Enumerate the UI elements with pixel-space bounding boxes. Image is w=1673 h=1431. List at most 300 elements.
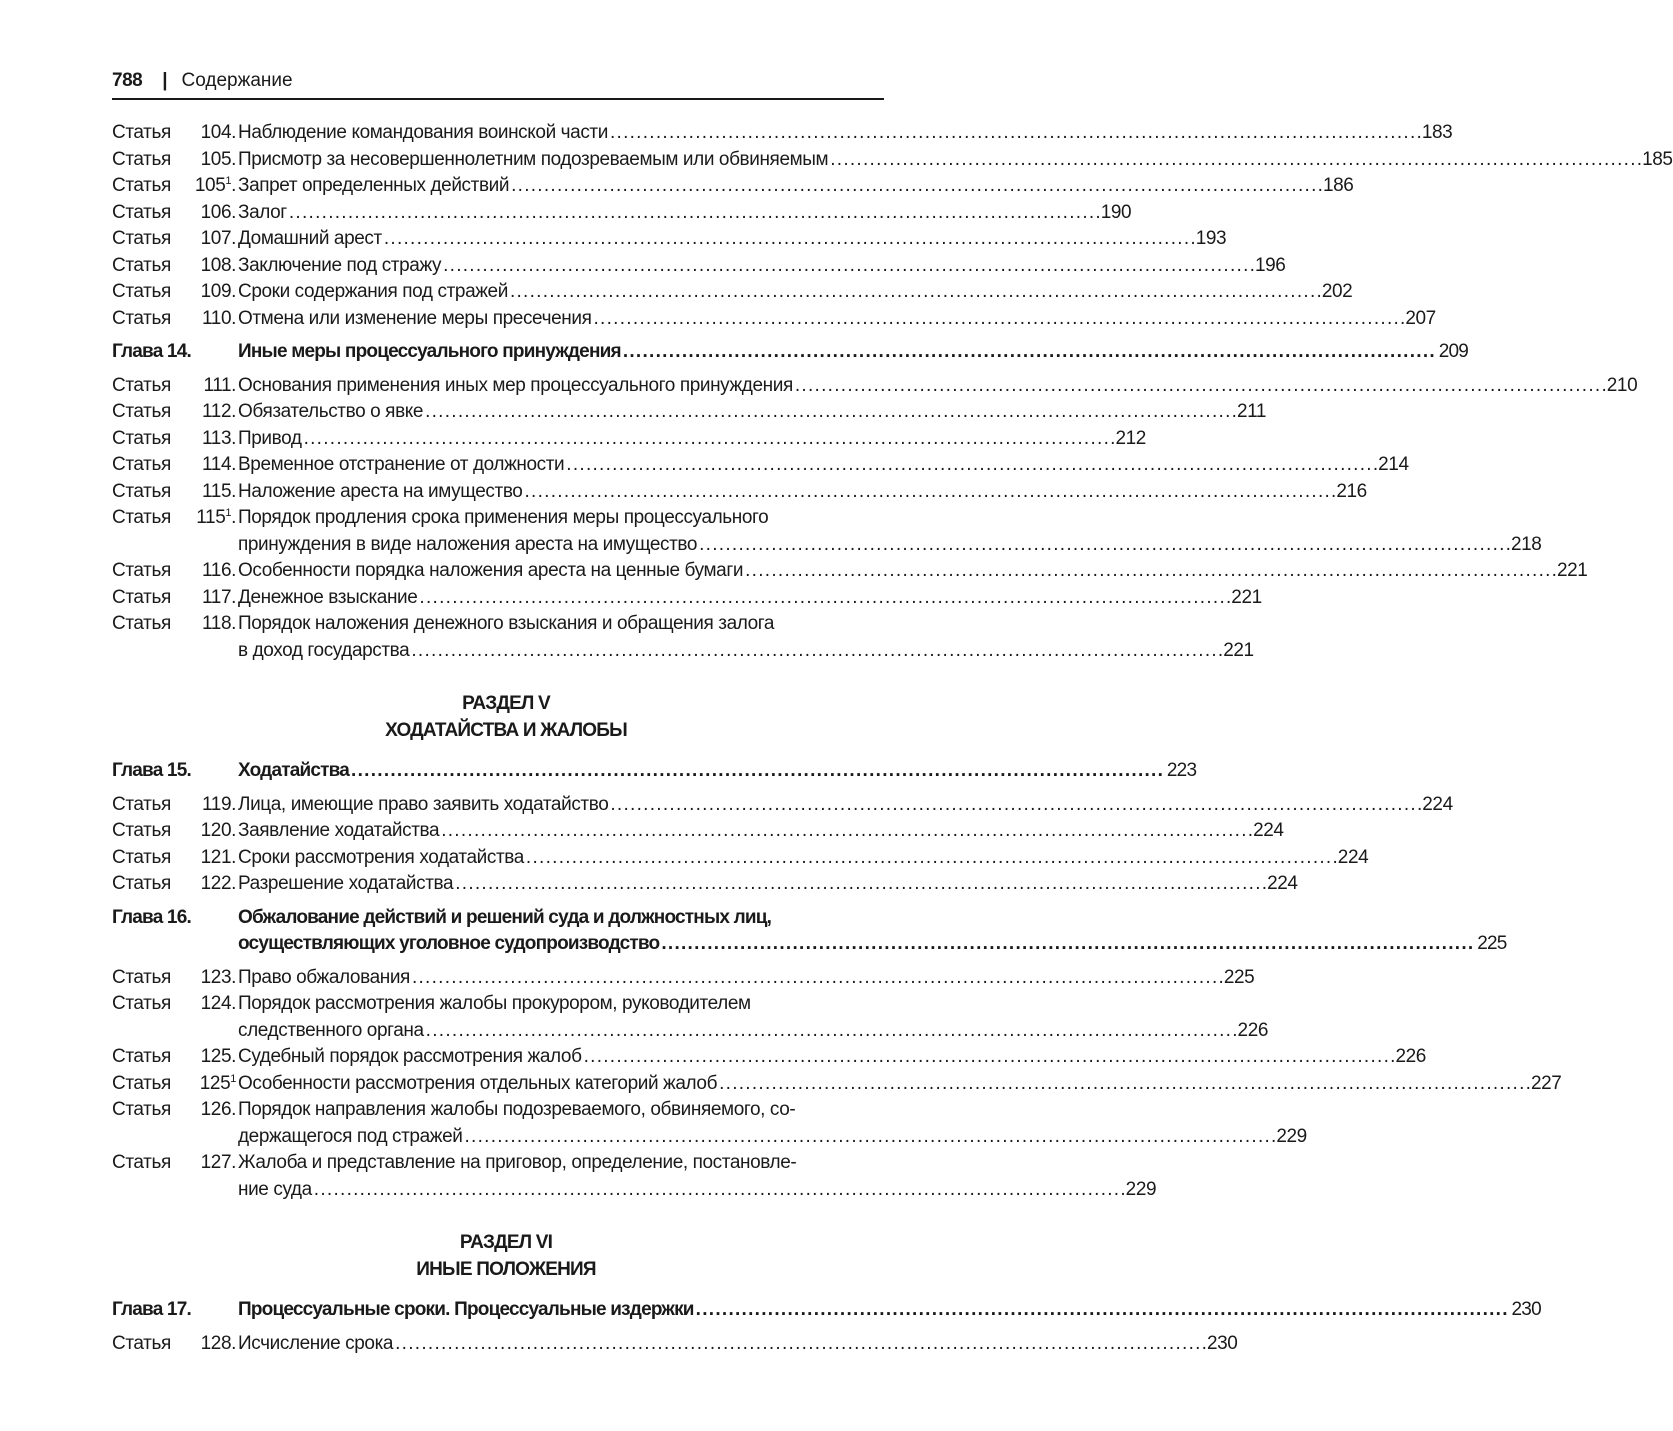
dot-leader xyxy=(419,585,1229,612)
article-kind: Статья xyxy=(112,793,171,815)
entry-title: Исчисление срока xyxy=(238,1332,394,1354)
entry-title: Наложение ареста на имущество xyxy=(238,480,523,502)
chapter-label xyxy=(112,905,238,958)
dot-leader xyxy=(623,339,1433,366)
entry-title: следственного органа xyxy=(238,1019,424,1041)
toc-article-entry[interactable] xyxy=(112,479,1367,506)
toc-article-entry[interactable] xyxy=(112,1097,1307,1150)
entry-last-line xyxy=(238,845,1368,872)
article-number-superscript: 1 xyxy=(225,507,232,519)
toc-article-entry[interactable] xyxy=(112,818,1284,845)
entry-body xyxy=(238,1097,1307,1150)
section-heading xyxy=(112,690,888,744)
entry-page-number: 224 xyxy=(1253,820,1284,841)
entry-body xyxy=(238,965,1254,992)
article-label xyxy=(112,505,238,558)
article-kind: Статья xyxy=(112,507,171,528)
article-number-value: 125 xyxy=(199,1072,231,1094)
article-label xyxy=(112,399,238,426)
entry-page-number: 196 xyxy=(1254,254,1286,276)
entry-page-number: 202 xyxy=(1321,281,1353,302)
article-number-value: 107. xyxy=(200,228,236,249)
article-number xyxy=(178,1097,236,1150)
entry-last-line xyxy=(238,426,1146,453)
entry-last-line xyxy=(238,1177,1156,1204)
entry-last-line xyxy=(238,871,1298,898)
toc-article-entry[interactable] xyxy=(112,426,1146,453)
dot-leader xyxy=(464,1124,1274,1151)
article-number xyxy=(178,1331,236,1358)
article-kind: Статья xyxy=(112,873,171,894)
article-label xyxy=(112,279,238,306)
article-label xyxy=(112,965,238,992)
article-number xyxy=(178,871,236,898)
entry-last-line xyxy=(238,931,1507,958)
entry-last-line xyxy=(238,452,1409,479)
entry-last-line xyxy=(238,1071,1561,1098)
article-number xyxy=(178,991,236,1044)
dot-leader xyxy=(524,479,1334,506)
page-number: 788 xyxy=(112,70,143,91)
entry-title: в доход государства xyxy=(238,639,410,661)
dot-leader xyxy=(443,253,1253,280)
article-number xyxy=(178,845,236,872)
entry-page-number: 226 xyxy=(1395,1046,1426,1067)
article-label xyxy=(112,1071,238,1098)
article-number-value: 105. xyxy=(200,148,236,170)
entry-body xyxy=(238,253,1285,280)
article-number-value: 127. xyxy=(200,1152,236,1173)
article-number-value: 108. xyxy=(200,254,236,276)
article-number xyxy=(178,611,236,664)
article-label xyxy=(112,120,238,147)
entry-page-number: 186 xyxy=(1322,175,1354,196)
entry-title: Основания применения иных мер процессуального принуждения xyxy=(238,374,793,396)
article-number-value: 128. xyxy=(200,1332,236,1354)
entry-last-line xyxy=(238,279,1352,306)
article-number-value: 119. xyxy=(202,793,236,815)
toc-article-entry[interactable] xyxy=(112,279,1353,306)
article-number xyxy=(178,173,236,200)
toc-article-entry[interactable] xyxy=(112,871,1298,898)
article-number-value: 122. xyxy=(200,873,236,894)
entry-last-line xyxy=(238,373,1637,400)
toc-article-entry[interactable] xyxy=(112,611,1254,664)
toc-chapter-entry[interactable] xyxy=(112,1297,1541,1324)
entry-title: Лица, имеющие право заявить ходатайство xyxy=(238,793,609,815)
entry-page-number: 229 xyxy=(1125,1178,1157,1200)
entry-last-line xyxy=(238,339,1468,366)
entry-title: Временное отстранение от должности xyxy=(238,454,565,475)
entry-page-number: 223 xyxy=(1166,760,1197,781)
article-number xyxy=(178,306,236,333)
article-label xyxy=(112,253,238,280)
entry-body xyxy=(238,479,1367,506)
toc-article-entry[interactable] xyxy=(112,147,1673,174)
article-label xyxy=(112,1097,238,1150)
article-number xyxy=(178,818,236,845)
toc-article-entry[interactable] xyxy=(112,226,1227,253)
article-kind: Статья xyxy=(112,254,171,276)
toc-chapter-entry[interactable] xyxy=(112,339,1468,366)
toc-article-entry[interactable] xyxy=(112,1044,1426,1071)
entry-body xyxy=(238,426,1146,453)
entry-last-line xyxy=(238,200,1131,227)
article-kind: Статья xyxy=(112,122,171,143)
entry-title: Запрет определенных действий xyxy=(238,175,510,196)
article-number xyxy=(178,253,236,280)
section-heading xyxy=(112,1229,888,1283)
dot-leader xyxy=(289,200,1099,227)
article-label xyxy=(112,1331,238,1358)
entry-last-line xyxy=(238,558,1587,585)
entry-title: Сроки рассмотрения ходатайства xyxy=(238,846,524,868)
dot-leader xyxy=(412,965,1222,992)
article-number-value: 118. xyxy=(202,613,236,634)
article-number xyxy=(178,965,236,992)
section-number: РАЗДЕЛ V xyxy=(462,693,550,714)
dot-leader xyxy=(411,638,1221,665)
article-kind: Статья xyxy=(112,201,171,223)
section-number: РАЗДЕЛ VI xyxy=(459,1232,553,1253)
article-kind: Статья xyxy=(112,374,171,396)
dot-leader xyxy=(830,147,1640,174)
article-kind: Статья xyxy=(112,993,171,1014)
article-label xyxy=(112,845,238,872)
article-number-suffix: . xyxy=(231,507,236,528)
article-label xyxy=(112,173,238,200)
article-kind: Статья xyxy=(112,480,171,502)
dot-leader xyxy=(455,871,1265,898)
toc-article-entry[interactable] xyxy=(112,373,1638,400)
chapter-label xyxy=(112,339,238,366)
dot-leader xyxy=(566,452,1376,479)
entry-body xyxy=(238,758,1196,785)
entry-page-number: 230 xyxy=(1511,1299,1541,1320)
toc-article-entry[interactable] xyxy=(112,200,1132,227)
article-label xyxy=(112,871,238,898)
dot-leader xyxy=(426,1018,1236,1045)
toc-article-entry[interactable] xyxy=(112,173,1354,200)
dot-leader xyxy=(395,1331,1205,1358)
article-number-suffix: . xyxy=(231,175,236,196)
dot-leader xyxy=(510,279,1320,306)
article-number xyxy=(178,1150,236,1203)
article-number-value: 106. xyxy=(200,201,236,223)
article-number-value: 124. xyxy=(200,993,236,1014)
entry-last-line xyxy=(238,965,1254,992)
toc-chapter-entry[interactable] xyxy=(112,905,1507,958)
table-of-contents xyxy=(112,120,1673,1357)
entry-title: Присмотр за несовершеннолетним подозреваемым или обвиняемым xyxy=(238,148,829,170)
entry-last-line xyxy=(238,638,1254,665)
entry-page-number: 224 xyxy=(1337,846,1369,868)
entry-body xyxy=(238,452,1409,479)
toc-article-entry[interactable] xyxy=(112,965,1255,992)
dot-leader xyxy=(719,1071,1529,1098)
chapter-number: Глава 16. xyxy=(112,906,191,928)
article-number xyxy=(178,147,236,174)
entry-body xyxy=(238,279,1352,306)
article-number-superscript: 1 xyxy=(230,1072,236,1085)
article-kind: Статья xyxy=(112,820,171,841)
article-number xyxy=(178,279,236,306)
entry-title: Разрешение ходатайства xyxy=(238,873,454,894)
article-label xyxy=(112,792,238,819)
entry-last-line xyxy=(238,758,1196,785)
entry-title: осуществляющих уголовное судопроизводство xyxy=(238,933,660,954)
article-label xyxy=(112,1044,238,1071)
dot-leader xyxy=(351,758,1161,785)
section-title: ХОДАТАЙСТВА И ЖАЛОБЫ xyxy=(385,720,627,741)
article-number-value: 113. xyxy=(202,427,236,449)
entry-title: Заключение под стражу xyxy=(238,254,442,276)
article-number-value: 110. xyxy=(202,307,236,329)
entry-title: Заявление ходатайства xyxy=(238,820,440,841)
article-number xyxy=(178,479,236,506)
entry-page-number: 216 xyxy=(1336,480,1367,502)
entry-title: Право обжалования xyxy=(238,966,410,988)
entry-last-line xyxy=(238,253,1285,280)
dot-leader xyxy=(661,931,1471,958)
article-number xyxy=(178,452,236,479)
entry-title-line: Жалоба и представление на приговор, определение, постановле- xyxy=(238,1152,797,1173)
article-number-value: 114. xyxy=(202,454,236,475)
toc-article-entry[interactable] xyxy=(112,1071,1562,1098)
article-number-value: 112. xyxy=(202,401,236,422)
dot-leader xyxy=(699,532,1509,559)
dot-leader xyxy=(696,1297,1506,1324)
entry-page-number: 214 xyxy=(1378,454,1409,475)
entry-title-line: Порядок продления срока применения меры процессуального xyxy=(238,507,769,528)
entry-page-number: 211 xyxy=(1236,401,1267,422)
entry-last-line xyxy=(238,1124,1307,1151)
article-number-superscript: 1 xyxy=(225,175,232,187)
entry-body xyxy=(238,1150,1156,1203)
toc-article-entry[interactable] xyxy=(112,306,1436,333)
entry-page-number: 221 xyxy=(1223,639,1254,661)
article-kind: Статья xyxy=(112,1072,171,1094)
entry-page-number: 221 xyxy=(1231,586,1262,608)
entry-last-line xyxy=(238,1044,1426,1071)
toc-chapter-entry[interactable] xyxy=(112,758,1197,785)
entry-last-line xyxy=(238,479,1367,506)
entry-body xyxy=(238,226,1226,253)
entry-last-line xyxy=(238,585,1262,612)
article-number xyxy=(178,426,236,453)
article-kind: Статья xyxy=(112,613,171,634)
toc-article-entry[interactable] xyxy=(112,452,1409,479)
article-label xyxy=(112,585,238,612)
entry-last-line xyxy=(238,226,1226,253)
entry-page-number: 210 xyxy=(1606,374,1638,396)
entry-body xyxy=(238,200,1131,227)
entry-last-line xyxy=(238,1018,1268,1045)
entry-body xyxy=(238,373,1637,400)
entry-body xyxy=(238,399,1266,426)
entry-title: Судебный порядок рассмотрения жалоб xyxy=(238,1046,582,1067)
entry-page-number: 230 xyxy=(1206,1332,1238,1354)
entry-last-line xyxy=(238,792,1453,819)
article-number xyxy=(178,200,236,227)
toc-article-entry[interactable] xyxy=(112,1150,1157,1203)
article-number xyxy=(178,399,236,426)
article-label xyxy=(112,373,238,400)
entry-page-number: 226 xyxy=(1237,1019,1269,1041)
article-number xyxy=(178,505,236,558)
entry-title: Залог xyxy=(238,201,287,223)
entry-last-line xyxy=(238,399,1266,426)
entry-title: Домашний арест xyxy=(238,228,382,249)
header-separator: | xyxy=(162,70,168,91)
entry-body xyxy=(238,871,1298,898)
dot-leader xyxy=(526,845,1336,872)
article-kind: Статья xyxy=(112,175,171,196)
article-number-value: 125. xyxy=(200,1046,236,1067)
entry-title-line: Порядок рассмотрения жалобы прокурором, руководителем xyxy=(238,993,751,1014)
dot-leader xyxy=(584,1044,1394,1071)
dot-leader xyxy=(314,1177,1124,1204)
article-number-value: 115. xyxy=(202,480,236,502)
toc-article-entry[interactable] xyxy=(112,505,1542,558)
entry-title-line: Порядок наложения денежного взыскания и обращения залога xyxy=(238,613,775,634)
dot-leader xyxy=(441,818,1251,845)
article-label xyxy=(112,479,238,506)
dot-leader xyxy=(425,399,1235,426)
dot-leader xyxy=(304,426,1114,453)
entry-page-number: 207 xyxy=(1405,307,1436,329)
dot-leader xyxy=(593,306,1403,333)
article-kind: Статья xyxy=(112,228,171,249)
article-kind: Статья xyxy=(112,1152,171,1173)
article-number-value: 123. xyxy=(200,966,236,988)
toc-article-entry[interactable] xyxy=(112,558,1588,585)
article-number-value: 105 xyxy=(194,175,226,196)
entry-page-number: 218 xyxy=(1510,533,1542,555)
entry-body xyxy=(238,792,1453,819)
article-label xyxy=(112,611,238,664)
article-kind: Статья xyxy=(112,846,171,868)
article-number-value: 120. xyxy=(200,820,236,841)
article-kind: Статья xyxy=(112,560,171,581)
entry-body xyxy=(238,120,1452,147)
entry-title: Ходатайства xyxy=(238,760,350,781)
article-label xyxy=(112,452,238,479)
dot-leader xyxy=(511,173,1321,200)
entry-page-number: 225 xyxy=(1477,933,1507,954)
entry-body xyxy=(238,905,1507,958)
article-kind: Статья xyxy=(112,427,171,449)
entry-page-number: 190 xyxy=(1100,201,1132,223)
entry-last-line xyxy=(238,147,1673,174)
dot-leader xyxy=(610,120,1420,147)
entry-body xyxy=(238,585,1262,612)
entry-body xyxy=(238,818,1284,845)
entry-title: Отмена или изменение меры пресечения xyxy=(238,307,592,329)
toc-article-entry[interactable] xyxy=(112,585,1262,612)
entry-page-number: 224 xyxy=(1422,793,1453,815)
entry-body xyxy=(238,611,1254,664)
entry-body xyxy=(238,1297,1541,1324)
toc-article-entry[interactable] xyxy=(112,1331,1238,1358)
chapter-label xyxy=(112,758,238,785)
entry-title: Особенности рассмотрения отдельных категорий жалоб xyxy=(238,1072,718,1094)
article-number-value: 126. xyxy=(200,1099,236,1120)
toc-article-entry[interactable] xyxy=(112,399,1267,426)
article-kind: Статья xyxy=(112,966,171,988)
entry-title: Обязательство о явке xyxy=(238,401,424,422)
entry-last-line xyxy=(238,120,1452,147)
entry-page-number: 229 xyxy=(1276,1125,1307,1147)
entry-title: Особенности порядка наложения ареста на ценные бумаги xyxy=(238,560,744,581)
article-kind: Статья xyxy=(112,1046,171,1067)
dot-leader xyxy=(795,373,1605,400)
entry-last-line xyxy=(238,818,1284,845)
article-number xyxy=(178,120,236,147)
article-number xyxy=(178,226,236,253)
entry-title: Процессуальные сроки. Процессуальные издержки xyxy=(238,1299,694,1320)
entry-body xyxy=(238,339,1468,366)
entry-title: принуждения в виде наложения ареста на имущество xyxy=(238,533,698,555)
entry-title-line: Порядок направления жалобы подозреваемого, обвиняемого, со- xyxy=(238,1099,796,1120)
article-label xyxy=(112,991,238,1044)
entry-last-line xyxy=(238,532,1541,559)
entry-body xyxy=(238,1071,1561,1098)
entry-body xyxy=(238,173,1353,200)
article-kind: Статья xyxy=(112,281,171,302)
entry-title-line: Обжалование действий и решений суда и должностных лиц, xyxy=(238,906,772,928)
entry-last-line xyxy=(238,1331,1237,1358)
toc-article-entry[interactable] xyxy=(112,120,1453,147)
article-label xyxy=(112,426,238,453)
article-number-value: 121. xyxy=(200,846,236,868)
entry-last-line xyxy=(238,1297,1541,1324)
article-number xyxy=(178,1071,236,1098)
entry-title: Денежное взыскание xyxy=(238,586,418,608)
entry-page-number: 209 xyxy=(1438,341,1468,362)
article-kind: Статья xyxy=(112,148,171,170)
entry-page-number: 221 xyxy=(1556,560,1588,581)
article-label xyxy=(112,1150,238,1203)
chapter-number: Глава 17. xyxy=(112,1299,191,1320)
entry-body xyxy=(238,991,1268,1044)
entry-last-line xyxy=(238,173,1353,200)
dot-leader xyxy=(610,792,1420,819)
toc-article-entry[interactable] xyxy=(112,991,1269,1044)
entry-body xyxy=(238,306,1436,333)
entry-page-number: 185 xyxy=(1642,148,1673,170)
dot-leader xyxy=(745,558,1555,585)
toc-article-entry[interactable] xyxy=(112,253,1286,280)
article-label xyxy=(112,306,238,333)
entry-title: Наблюдение командования воинской части xyxy=(238,122,608,143)
article-label xyxy=(112,558,238,585)
entry-body xyxy=(238,147,1673,174)
entry-body xyxy=(238,558,1587,585)
article-number-value: 109. xyxy=(200,281,236,302)
entry-body xyxy=(238,1331,1237,1358)
entry-page-number: 212 xyxy=(1115,427,1146,449)
article-number-value: 111. xyxy=(203,374,236,396)
toc-article-entry[interactable] xyxy=(112,792,1453,819)
entry-body xyxy=(238,505,1541,558)
entry-page-number: 224 xyxy=(1267,873,1298,894)
entry-title: держащегося под стражей xyxy=(238,1125,463,1147)
article-number xyxy=(178,1044,236,1071)
toc-article-entry[interactable] xyxy=(112,845,1369,872)
section-title: ИНЫЕ ПОЛОЖЕНИЯ xyxy=(416,1259,596,1280)
entry-last-line xyxy=(238,306,1436,333)
